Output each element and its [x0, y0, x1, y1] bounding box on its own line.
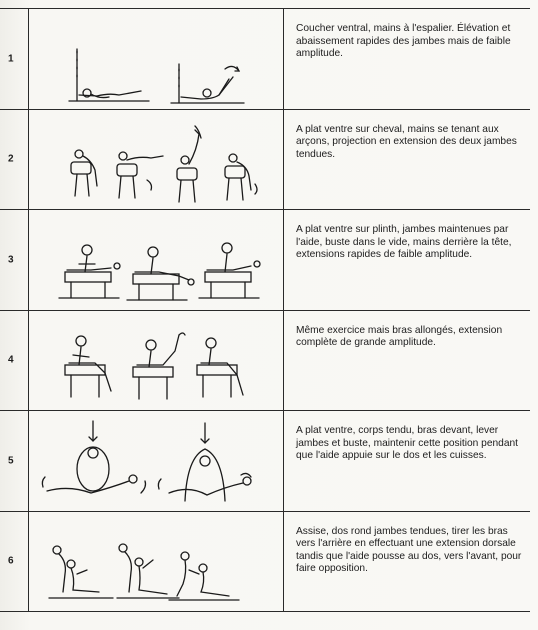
table-row — [0, 9, 530, 110]
table-row — [0, 210, 530, 311]
table-row — [0, 110, 530, 211]
exercise-table — [0, 8, 530, 612]
exercise-description: Assise, dos rond jambes tendues, tirer les bras vers l'arrière en effectuant une extension dorsale tandis que l'aide pousse au dos, vers l'avant, pour faire opposition. — [296, 525, 522, 575]
figure-seated-partner-stretch-icon — [29, 512, 283, 612]
exercise-illustration — [29, 210, 284, 310]
exercise-description: A plat ventre, corps tendu, bras devant, lever jambes et buste, maintenir cette position pendant que l'aide appuie sur le dos et les cuisses. — [296, 425, 518, 462]
figure-wall-bars-leg-raise-icon — [29, 9, 283, 109]
exercise-illustration — [29, 9, 284, 109]
exercise-number: 3 — [8, 254, 14, 266]
figure-plinth-arms-extended-icon — [29, 311, 283, 411]
exercise-illustration — [29, 512, 284, 612]
exercise-number: 6 — [8, 555, 14, 567]
exercise-number: 2 — [8, 153, 14, 165]
exercise-description: A plat ventre sur cheval, mains se tenant aux arçons, projection en extension des deux jambes tendues. — [296, 123, 517, 160]
figure-plinth-back-extension-icon — [29, 210, 283, 310]
figure-pommel-horse-leg-extension-icon — [29, 110, 283, 210]
table-row — [0, 411, 530, 512]
exercise-illustration — [29, 411, 284, 511]
exercise-description: A plat ventre sur plinth, jambes maintenues par l'aide, buste dans le vide, mains derrière la tête, extensions rapides de faible amplitude. — [296, 224, 512, 261]
exercise-illustration — [29, 311, 284, 411]
table-row — [0, 512, 530, 613]
exercise-number: 5 — [8, 455, 14, 467]
exercise-illustration — [29, 110, 284, 210]
table-row — [0, 311, 530, 412]
exercise-number: 1 — [8, 53, 14, 65]
figure-partner-press-back-icon — [29, 411, 283, 511]
exercise-description: Même exercice mais bras allongés, extension complète de grande amplitude. — [296, 324, 503, 349]
exercise-description: Coucher ventral, mains à l'espalier. Élévation et abaissement rapides des jambes mais de faible amplitude. — [296, 23, 511, 60]
exercise-number: 4 — [8, 354, 14, 366]
